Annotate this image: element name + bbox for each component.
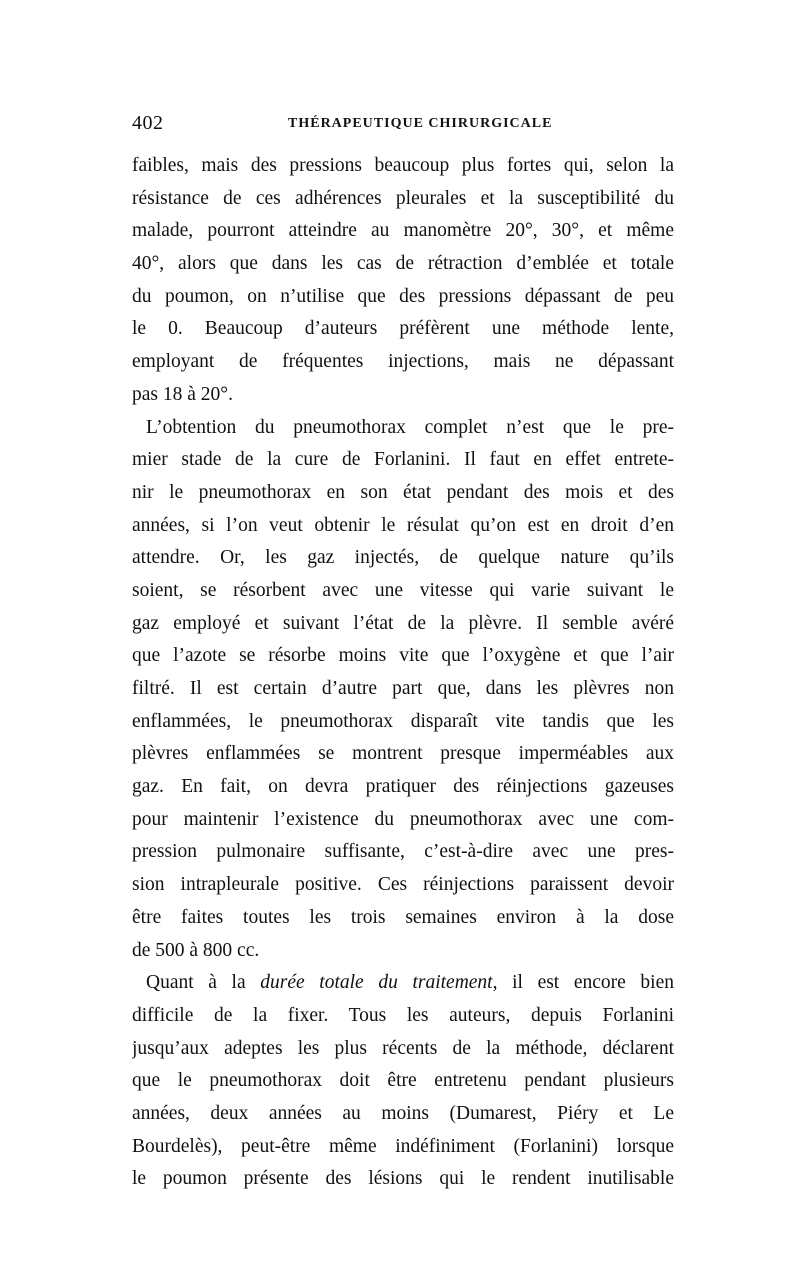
body-text xyxy=(132,150,674,1196)
text-line: soient, se résorbent avec une vitesse qui varie suivant le xyxy=(132,579,674,601)
text-line: plèvres enflammées se montrent presque imperméables aux xyxy=(132,743,674,765)
text-line: le 0. Beaucoup d’auteurs préfèrent une méthode lente, xyxy=(132,318,674,340)
text-line: être faites toutes les trois semaines environ à la dose xyxy=(132,906,674,928)
text-line: enflammées, le pneumothorax disparaît vite tandis que les xyxy=(132,710,674,732)
text-line: difficile de la fixer. Tous les auteurs, depuis Forlanini xyxy=(132,1004,674,1026)
running-title: THÉRAPEUTIQUE CHIRURGICALE xyxy=(288,116,553,131)
italic-phrase: durée totale du traitement xyxy=(260,972,493,994)
text-line: employant de fréquentes injections, mais ne dépassant xyxy=(132,351,674,373)
text-line: 40°, alors que dans les cas de rétraction d’emblée et totale xyxy=(132,253,674,275)
running-head xyxy=(132,112,680,142)
text-line: faibles, mais des pressions beaucoup plus fortes qui, selon la xyxy=(132,155,674,176)
text-line: pour maintenir l’existence du pneumothorax avec une com- xyxy=(132,808,674,830)
text-line: que l’azote se résorbe moins vite que l’oxygène et que l’air xyxy=(132,645,674,667)
text-run: Quant à la xyxy=(146,972,261,994)
text-line: années, si l’on veut obtenir le résulat qu’on est en droit d’en xyxy=(132,514,674,536)
text-line: filtré. Il est certain d’autre part que, dans les plèvres non xyxy=(132,678,674,699)
text-line: du poumon, on n’utilise que des pressions dépassant de peu xyxy=(132,285,674,307)
text-line: jusqu’aux adeptes les plus récents de la méthode, déclarent xyxy=(132,1037,674,1059)
text-line: mier stade de la cure de Forlanini. Il faut en effet entrete- xyxy=(132,449,674,471)
text-line: sion intrapleurale positive. Ces réinjections paraissent devoir xyxy=(132,874,674,896)
text-line: pas 18 à 20°. xyxy=(132,383,233,405)
text-line: années, deux années au moins (Dumarest, Piéry et Le xyxy=(132,1102,674,1124)
text-line: gaz employé et suivant l’état de la plèvre. Il semble avéré xyxy=(132,612,674,634)
text-line: malade, pourront atteindre au manomètre 20°, 30°, et même xyxy=(132,220,674,242)
text-line: résistance de ces adhérences pleurales et la susceptibilité du xyxy=(132,187,674,209)
page-number: 402 xyxy=(132,112,164,134)
text-line: que le pneumothorax doit être entretenu pendant plusieurs xyxy=(132,1070,674,1092)
text-run: , il est encore bien xyxy=(492,972,674,994)
paragraph-first-line xyxy=(132,967,674,1000)
text-line: de 500 à 800 cc. xyxy=(132,939,260,961)
paragraph-first-line: L’obtention du pneumothorax complet n’est que le pre- xyxy=(146,416,674,438)
text-line: attendre. Or, les gaz injectés, de quelque nature qu’ils xyxy=(132,547,674,569)
text-line: gaz. En fait, on devra pratiquer des réinjections gazeuses xyxy=(132,776,674,798)
text-line: Bourdelès), peut-être même indéfiniment (Forlanini) lorsque xyxy=(132,1135,674,1157)
text-line: nir le pneumothorax en son état pendant des mois et des xyxy=(132,481,674,503)
text-line: le poumon présente des lésions qui le rendent inutilisable xyxy=(132,1168,674,1190)
text-line: pression pulmonaire suffisante, c’est-à-dire avec une pres- xyxy=(132,841,674,863)
